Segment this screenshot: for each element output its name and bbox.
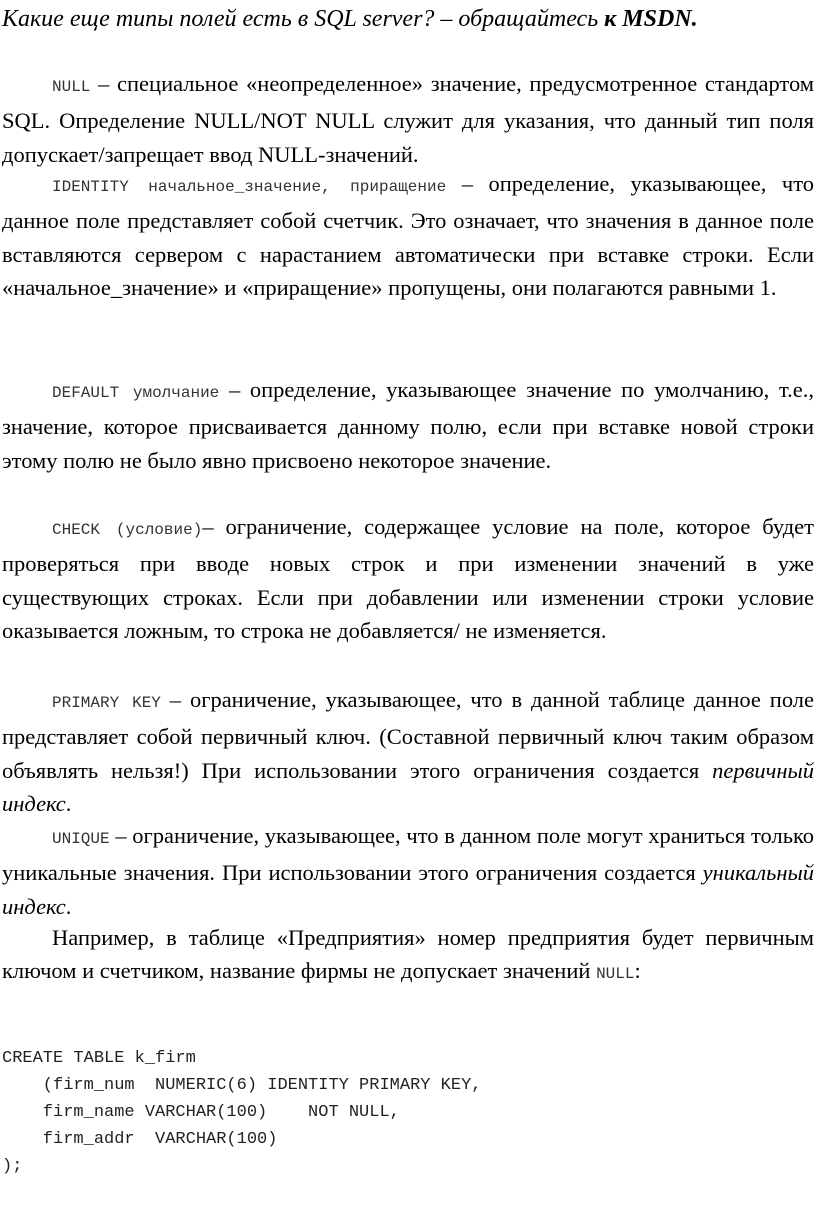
paragraph-unique <box>2 819 814 923</box>
italic-term: первичный индекс <box>2 757 814 816</box>
paragraph-end: . <box>65 790 72 816</box>
intro-text: Какие еще типы полей есть в SQL server? – обращайтесь <box>2 6 605 32</box>
paragraph-text: – определение, указывающее значение по умолчанию, т.е., значение, которое присваивается данному полю, если при вставке новой строки этому полю не было явно присвоено некоторое значение. <box>2 377 814 473</box>
paragraph-end: . <box>65 893 72 919</box>
paragraph-end: : <box>634 958 641 984</box>
paragraph-text: – ограничение, содержащее условие на поле, которое будет проверяться при вводе новых строк и при изменении значений в уже существующих строках. Если при добавлении или изменении строки условие оказывается ложным, то строка не добавляется/ не изменяется. <box>2 514 814 643</box>
intro-line <box>2 6 698 33</box>
italic-term: уникальный индекс <box>2 860 814 919</box>
paragraph-check <box>2 510 814 647</box>
keyword-check: CHECK (условие) <box>52 521 203 539</box>
keyword-unique: UNIQUE <box>52 830 110 848</box>
keyword-default: DEFAULT умолчание <box>52 384 220 402</box>
paragraph-default <box>2 373 814 477</box>
paragraph-text: – ограничение, указывающее, что в данном поле могут храниться только уникальные значения. При использовании этого ограничения создается <box>2 823 814 886</box>
paragraph-example <box>2 921 814 992</box>
code-block: CREATE TABLE k_firm (firm_num NUMERIC(6) IDENTITY PRIMARY KEY, firm_name VARCHAR(100) NOT NULL, firm_addr VARCHAR(100) ); <box>2 1049 482 1176</box>
paragraph-identity <box>2 167 814 304</box>
paragraph-text: – специальное «неопределенное» значение, предусмотренное стандартом SQL. Определение NULL/NOT NULL служит для указания, что данный тип поля допускает/запрещает ввод NULL-значений. <box>2 71 814 167</box>
paragraph-text: – определение, указывающее, что данное поле представляет собой счетчик. Это означает, что значения в данное поле вставляются сервером с нарастанием автоматически при вставке строки. Если «начальное_значение» и «приращение» пропущены, они полагаются равными 1. <box>2 171 814 300</box>
keyword-primary-key: PRIMARY KEY <box>52 694 161 712</box>
keyword-identity: IDENTITY начальное_значение, приращение <box>52 178 447 196</box>
keyword-null: NULL <box>52 78 91 96</box>
msdn-link[interactable]: к MSDN. <box>604 6 698 32</box>
paragraph-text: Например, в таблице «Предприятия» номер предприятия будет первичным ключом и счетчиком, название фирмы не допускает значений <box>2 925 814 984</box>
keyword-null: NULL <box>596 965 635 984</box>
paragraph-text: – ограничение, указывающее, что в данной таблице данное поле представляет собой первичный ключ. (Составной первичный ключ таким образом объявлять нельзя!) При использовании этого ограничения создается <box>2 687 814 783</box>
paragraph-null <box>2 67 814 171</box>
paragraph-primary-key <box>2 683 814 820</box>
